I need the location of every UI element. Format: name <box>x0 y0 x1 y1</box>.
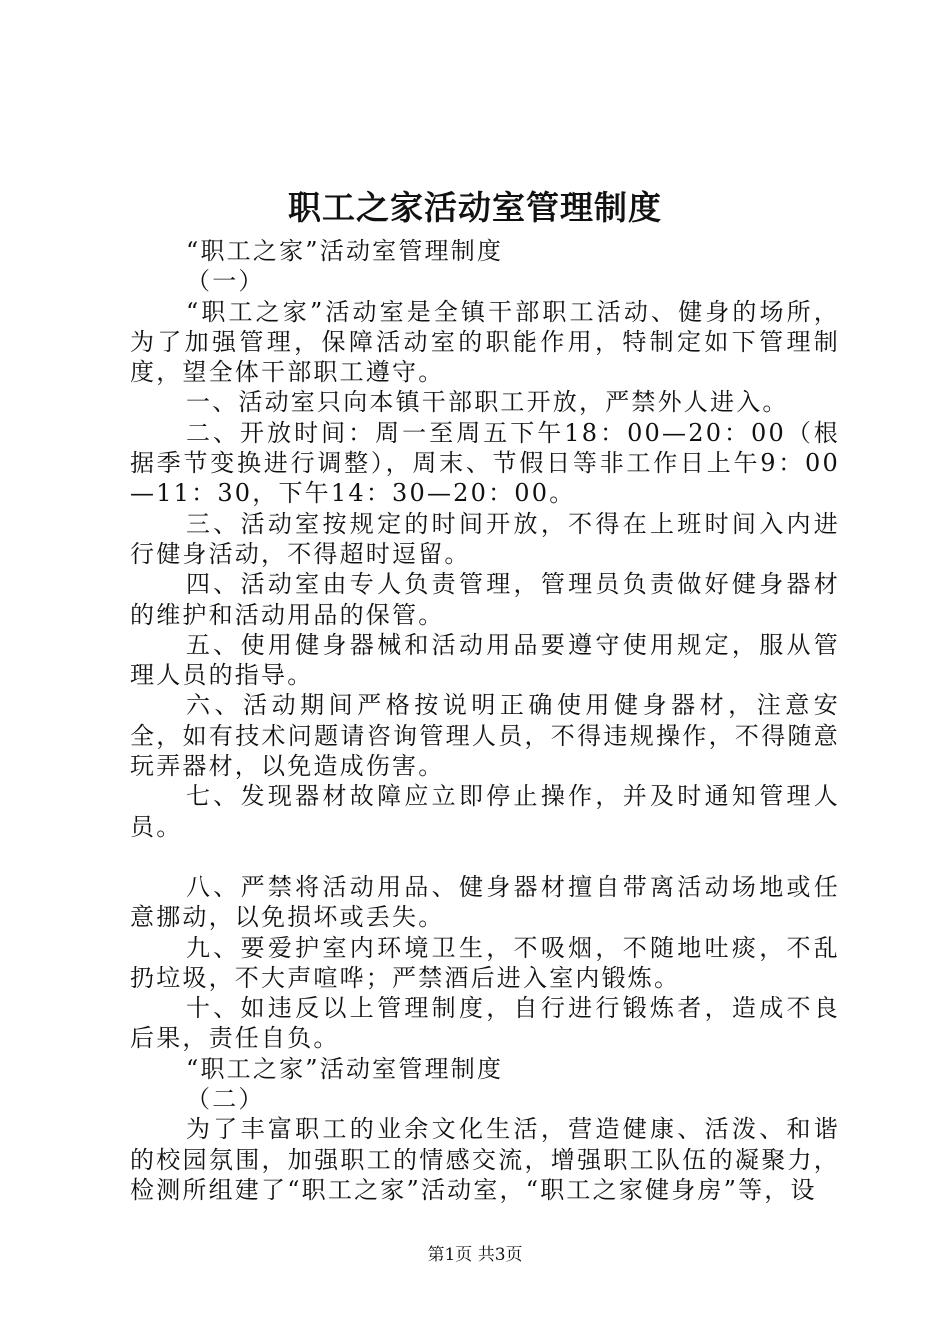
section-number: （二） <box>186 1085 265 1114</box>
rule-item-8: 八、严禁将活动用品、健身器材擅自带离活动场地或任意挪动，以免损坏或丢失。 <box>130 872 840 932</box>
rule-item-7: 七、发现器材故障应立即停止操作，并及时通知管理人员。 <box>130 782 840 841</box>
page-footer: 第1页 共3页 <box>427 1245 523 1265</box>
rule-item-1: 一、活动室只向本镇干部职工开放，严禁外人进入。 <box>186 388 789 417</box>
section-heading: “职工之家”活动室管理制度 <box>186 237 504 265</box>
intro-paragraph: “职工之家”活动室是全镇干部职工活动、健身的场所，为了加强管理，保障活动室的职能作用，特制定如下管理制度，望全体干部职工遵守。 <box>130 297 840 387</box>
rule-item-6: 六、活动期间严格按说明正确使用健身器材，注意安全，如有技术问题请咨询管理人员，不得违规操作，不得随意玩弄器材，以免造成伤害。 <box>130 691 840 781</box>
rule-item-10: 十、如违反以上管理制度，自行进行锻炼者，造成不良后果，责任自负。 <box>130 994 840 1053</box>
rule-item-5: 五、使用健身器械和活动用品要遵守使用规定，服从管理人员的指导。 <box>130 630 840 690</box>
section-number: （一） <box>186 267 265 296</box>
rule-item-4: 四、活动室由专人负责管理，管理员负责做好健身器材的维护和活动用品的保管。 <box>130 570 840 629</box>
document-title: 职工之家活动室管理制度 <box>288 188 662 227</box>
rule-item-3: 三、活动室按规定的时间开放，不得在上班时间入内进行健身活动，不得超时逗留。 <box>130 509 840 568</box>
rule-item-9: 九、要爱护室内环境卫生，不吸烟，不随地吐痰，不乱扔垃圾，不大声喧哗；严禁酒后进入室内锻炼。 <box>130 933 840 992</box>
rule-item-2: 二、开放时间：周一至周五下午18：00—20：00（根据季节变换进行调整），周末、节假日等非工作日上午9：00—11：30，下午14：30—20：00。 <box>130 418 840 508</box>
document-body <box>130 236 840 1205</box>
section-heading: “职工之家”活动室管理制度 <box>186 1054 504 1083</box>
body-paragraph: 为了丰富职工的业余文化生活，营造健康、活泼、和谐的校园氛围，加强职工的情感交流，增强职工队伍的凝聚力，检测所组建了“职工之家”活动室，“职工之家健身房”等，设 <box>130 1115 840 1204</box>
